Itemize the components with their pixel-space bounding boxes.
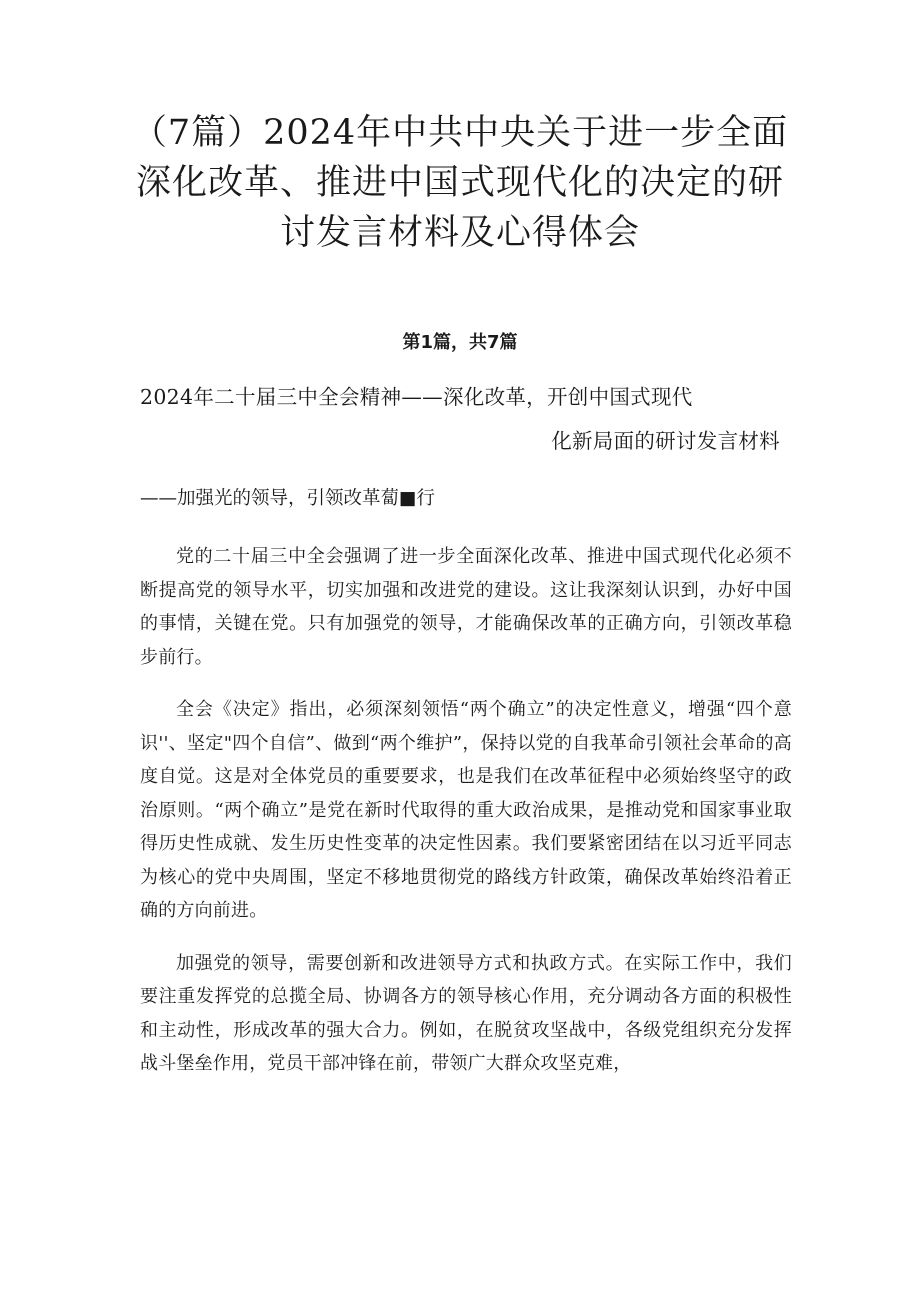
paragraph: 加强党的领导，需要创新和改进领导方式和执政方式。在实际工作中，我们要注重发挥党的总揽全局、协调各方的领导核心作用，充分调动各方面的积极性和主动性，形成改革的强大合力。例如，在脱贫攻坚战中，各级党组织充分发挥战斗堡垒作用，党员干部冲锋在前，带领广大群众攻坚克难， <box>140 952 792 1074</box>
subtitle-line-2: 化新局面的研讨发言材料 <box>551 429 780 453</box>
subtitle-line-1: 2024年二十届三中全会精神——深化改革，开创中国式现代 <box>140 385 693 409</box>
tagline: ——加强光的领导，引领改革蔔■行 <box>140 488 435 509</box>
part-heading: 第1篇，共7篇 <box>402 332 518 353</box>
paragraph: 党的二十届三中全会强调了进一步全面深化改革、推进中国式现代化必须不断提高党的领导水平，切实加强和改进党的建设。这让我深刻认识到，办好中国的事情，关键在党。只有加强党的领导，才能确保改革的正确方向，引领改革稳步前行。 <box>140 546 792 668</box>
body-text <box>140 540 792 1100</box>
paragraph: 全会《决定》指出，必须深刻领悟“两个确立”的决定性意义，增强“四个意识''、坚定"四个自信”、做到“两个维护”，保持以党的自我革命引领社会革命的高度自觉。这是对全体党员的重要要求，也是我们在改革征程中必须始终坚守的政治原则。“两个确立”是党在新时代取得的重大政治成果，是推动党和国家事业取得历史性成就、发生历史性变革的决定性因素。我们要紧密团结在以习近平同志为核心的党中央周围，坚定不移地贯彻党的路线方针政策，确保改革始终沿着正确的方向前进。 <box>140 699 792 921</box>
document-title: （7篇）2024年中共中央关于进一步全面深化改革、推进中国式现代化的决定的研讨发言材料及心得体会 <box>131 113 789 253</box>
